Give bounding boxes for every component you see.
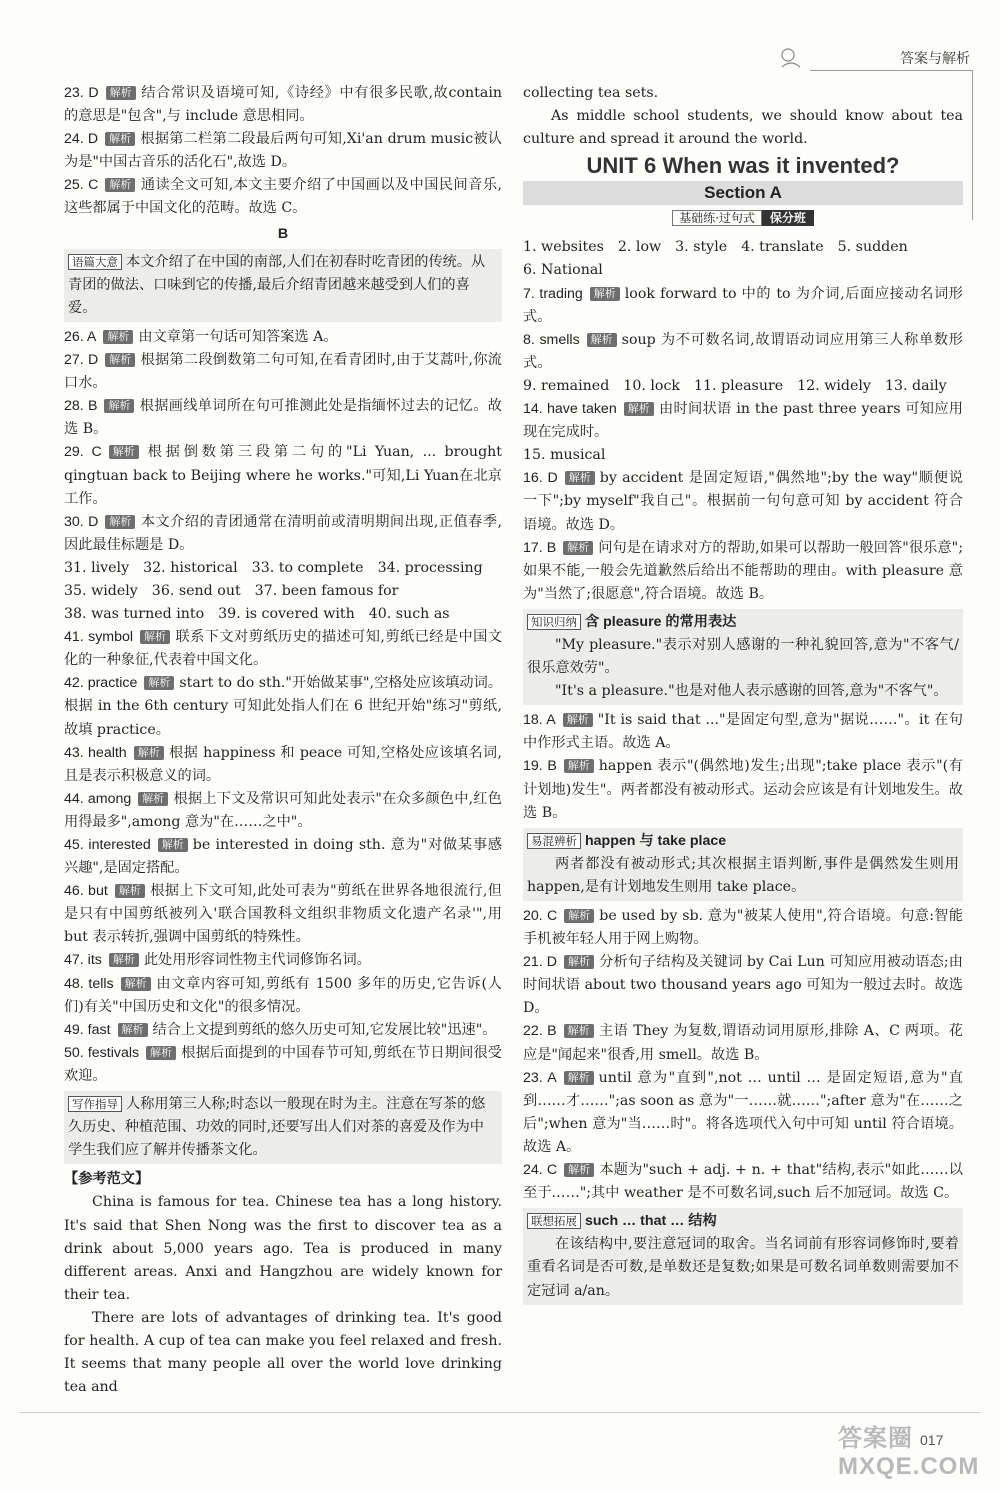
analysis-text: 根据画线单词所在句可推测此处是指缅怀过去的记忆。故选 B。 (64, 398, 502, 438)
analysis-tag: 解析 (104, 399, 134, 413)
answer-entry (64, 742, 502, 788)
answer-number: 44. among (64, 790, 132, 807)
answer-item: 10. lock (623, 377, 680, 394)
analysis-text: start to do sth."开始做某事",空格处应该填动词。根据 in the 6th century 可知此处指人们在 6 世纪开始"练习"剪纸,故填 practice。 (64, 675, 502, 738)
answers-18-19 (523, 709, 963, 824)
analysis-tag: 解析 (105, 178, 135, 192)
extension-label: 联想拓展 (527, 1213, 581, 1229)
analysis-tag: 解析 (563, 713, 593, 727)
answer-item: 12. widely (797, 377, 871, 394)
answer-number: 26. A (64, 328, 97, 345)
answer-number: 20. C (523, 908, 558, 924)
answers-1-6 (523, 236, 963, 282)
answers-20-24 (523, 905, 963, 1205)
essay-continued-line: collecting tea sets. (523, 85, 659, 101)
analysis-tag: 解析 (103, 330, 133, 344)
header-vertical-rule (972, 70, 973, 220)
answer-number: 49. fast (64, 1021, 111, 1038)
answer-number: 17. B (523, 539, 557, 556)
answer-number: 19. B (523, 758, 557, 775)
analysis-text: 结合常识及语境可知,《诗经》中有很多民歌,故contain 的意思是"包含",与 include 意思相同。 (64, 85, 502, 125)
analysis-text: 根据第二栏第二段最后两句可知,Xi'an drum music被认为是"中国古音乐的活化石",故选 D。 (64, 131, 502, 171)
answer-entry (523, 1067, 963, 1159)
analysis-tag: 解析 (563, 541, 593, 555)
answer-number: 22. B (523, 1023, 557, 1040)
analysis-tag: 解析 (564, 955, 594, 969)
answer-number: 18. A (523, 712, 556, 729)
answer-row (64, 580, 502, 603)
analysis-tag: 解析 (146, 1046, 176, 1060)
analysis-text: happen 表示"(偶然地)发生;出现";take place 表示"(有计划地)发生"。两者都没有被动形式。运动会应该是有计划地发生。故选 B。 (523, 758, 963, 821)
answer-number: 27. D (64, 352, 99, 369)
confusion-head: happen 与 take place (585, 832, 727, 849)
analysis-text: soup 为不可数名词,故谓语动词应用第三人称单数形式。 (523, 331, 963, 371)
writing-guide-text: 人称用第三人称;时态以一般现在时为主。注意在写茶的悠久历史、种植范围、功效的同时,还要写出人们对茶的喜爱及作为中学生我们应了解并传播茶文化。 (68, 1096, 486, 1159)
answer-entry (64, 128, 502, 174)
answers-7-8 (523, 283, 963, 375)
answer-number: 29. C (64, 444, 102, 461)
answer-item: 32. historical (143, 559, 238, 576)
answer-number: 46. but (64, 883, 108, 900)
answer-item: 40. such as (368, 606, 450, 623)
analysis-tag: 解析 (565, 471, 595, 485)
knowledge-box (523, 609, 963, 705)
answer-entry (64, 1042, 502, 1088)
answer-item: 31. lively (64, 559, 130, 576)
analysis-tag: 解析 (590, 287, 620, 301)
answer-entry (523, 755, 963, 824)
banner-left: 基础练·过句式 (672, 210, 762, 226)
analysis-text: 主语 They 为复数,谓语动词用原形,排除 A、C 两项。花应是"闻起来"很香,用 smell。故选 B。 (523, 1023, 963, 1063)
answer-item: 38. was turned into (64, 606, 205, 623)
essay-paragraph-1: China is famous for tea. Chinese tea has a long history. It's said that Shen Nong was the first to discover tea as a drink about 5,000 years ago. Tea is produced in many different areas. Anxi and Hangzhou are widely known for their tea. (64, 1194, 502, 1303)
answer-entry (64, 949, 502, 972)
analysis-text: 分析句子结构及关键词 by Cai Lun 可知应用被动语态;由时间状语 about two thousand years ago 可知为一般过去时。故选 D。 (523, 954, 963, 1017)
answers-16-17 (523, 467, 963, 606)
answer-item: 35. widely (64, 582, 138, 599)
answer-entry (64, 626, 502, 672)
analysis-tag: 解析 (140, 630, 170, 644)
analysis-tag: 解析 (587, 333, 617, 347)
answer-row (523, 236, 963, 259)
answer-number: 24. D (64, 131, 99, 148)
answer-number: 23. D (64, 85, 99, 101)
answer-item: 6. National (523, 262, 603, 279)
answer-item: 36. send out (151, 582, 241, 599)
section-title: Section A (523, 181, 963, 205)
overview-box (64, 249, 502, 322)
answer-number: 47. its (64, 952, 102, 969)
essay-continued (523, 82, 963, 151)
answer-entry (523, 467, 963, 536)
answer-number: 45. interested (64, 837, 151, 853)
analysis-text: 由文章第一句话可知答案选 A。 (138, 328, 338, 345)
answers-9-13 (523, 375, 963, 398)
overview-label: 语篇大意 (68, 254, 122, 270)
answer-number: 30. D (64, 513, 99, 530)
answer-entry (64, 973, 502, 1019)
answer-number: 21. D (523, 954, 558, 971)
writing-guide-label: 写作指导 (68, 1096, 122, 1112)
page-header-title: 答案与解析 (900, 51, 970, 67)
answer-entry (523, 329, 963, 375)
analysis-tag: 解析 (105, 353, 135, 367)
answer-entry (523, 951, 963, 1020)
knowledge-line-1: "My pleasure."表示对别人感谢的一种礼貌回答,意为"不客气/很乐意效劳"。 (527, 636, 959, 677)
answer-item: 39. is covered with (218, 606, 355, 623)
answer-entry (64, 788, 502, 834)
footer-rule (20, 1412, 980, 1413)
analysis-text: 根据第二段倒数第二句可知,在看青团时,由于艾蒿叶,你流口水。 (64, 352, 502, 392)
header-rule (810, 70, 972, 71)
answer-item: 34. processing (377, 559, 483, 576)
answer-item: 4. translate (741, 239, 824, 256)
analysis-tag: 解析 (121, 977, 151, 991)
answers-23-25 (64, 82, 502, 221)
analysis-tag: 解析 (564, 759, 594, 773)
answer-item: 37. been famous for (254, 582, 399, 599)
answer-number: 8. smells (523, 331, 580, 348)
answer-item: 11. pleasure (694, 377, 784, 394)
analysis-tag: 解析 (564, 1024, 594, 1038)
analysis-text: 由时间状语 in the past three years 可知应用现在完成时。 (523, 401, 963, 441)
answer-entry (64, 1019, 502, 1042)
unit-title: UNIT 6 When was it invented? (586, 153, 900, 179)
analysis-text: by accident 是固定短语,"偶然地";by the way"顺便说一下";by myself"我自己"。根据前一句句意可知 by accident 符合语境。故选 D。 (523, 470, 963, 533)
answer-row (523, 259, 963, 282)
overview-text: 本文介绍了在中国的南部,人们在初春时吃青团的传统。从青团的做法、口味到它的传播,最后介绍青团越来越受到人们的喜爱。 (68, 253, 486, 316)
analysis-tag: 解析 (109, 953, 139, 967)
answer-item: 5. sudden (837, 239, 908, 256)
answer-entry (64, 349, 502, 395)
answer-item: 1. websites (523, 239, 604, 256)
answer-15 (523, 444, 963, 467)
answers-31-40 (64, 557, 502, 626)
answer-number: 23. A (523, 1069, 557, 1086)
answer-entry (64, 880, 502, 949)
watermark: 答案圈 MXQE.COM (838, 1425, 980, 1480)
answer-entry (523, 537, 963, 606)
analysis-tag: 解析 (105, 515, 135, 529)
answer-item: 2. low (617, 239, 662, 256)
answer-row (64, 557, 502, 580)
analysis-tag: 解析 (158, 838, 188, 852)
analysis-text: be used by sb. 意为"被某人使用",符合语境。句意:智能手机被年轻人用于网上购物。 (523, 908, 963, 948)
answer-entry (523, 398, 963, 444)
confusion-box (523, 828, 963, 901)
page-number: 017 (920, 1432, 944, 1448)
answer-number: 41. symbol (64, 629, 134, 646)
answer-entry (523, 1020, 963, 1066)
essay-paragraph-3: As middle school students, we should know about tea culture and spread it around the world. (523, 108, 963, 148)
analysis-tag: 解析 (624, 402, 654, 416)
analysis-tag: 解析 (144, 676, 174, 690)
answer-row (523, 375, 963, 398)
essay-heading: 【参考范文】 (64, 1171, 150, 1188)
answer-entry (64, 174, 502, 220)
analysis-text: 根据后面提到的中国春节可知,剪纸在节日期间很受欢迎。 (64, 1044, 502, 1084)
analysis-text: 根据上下文及常识可知此处表示"在众多颜色中,红色用得最多",among 意为"在……之中"。 (64, 790, 502, 830)
essay-paragraph-2-part: There are lots of advantages of drinking tea. It's good for health. A cup of tea can make you feel relaxed and fresh. It seems that many people all over the world love drinking tea and (64, 1309, 502, 1396)
answer-item: 13. daily (884, 377, 947, 394)
answer-item: 33. to complete (251, 559, 364, 576)
header-decoration-icon (778, 45, 804, 71)
analysis-text: 本文介绍的青团通常在清明前或清明期间出现,正值春季,因此最佳标题是 D。 (64, 513, 502, 553)
writing-guide-box (64, 1091, 502, 1164)
analysis-text: 问句是在请求对方的帮助,如果可以帮助一般回答"很乐意";如果不能,一般会先道歉然后给出不能帮助的理由。with pleasure 意为"当然了;很愿意",符合语境。故选 B。 (523, 539, 963, 602)
knowledge-head: 含 pleasure 的常用表达 (585, 613, 737, 630)
answer-number: 48. tells (64, 975, 114, 992)
answer-entry (523, 709, 963, 755)
analysis-text: look forward to 中的 to 为介词,后面应接动名词形式。 (523, 285, 963, 325)
analysis-tag: 解析 (134, 746, 164, 760)
analysis-tag: 解析 (564, 1071, 594, 1085)
analysis-tag: 解析 (564, 1163, 594, 1177)
confusion-label: 易混辨析 (527, 833, 581, 849)
right-column (523, 82, 963, 1309)
extension-text: 在该结构中,要注意冠词的取舍。当名词前有形容词修饰时,要着重看名词是否可数,是单数还是复数;如果是可数名词单数则需要加不定冠词 a/an。 (527, 1236, 959, 1299)
answer-entry (64, 511, 502, 557)
answers-26-30 (64, 326, 502, 557)
analysis-text: 根据上下文可知,此处可表为"剪纸在世界各地很流行,但是只有中国剪纸被列入'联合国教科文组织非物质文化遗产名录'",用 but 表示转折,强调中国剪纸的特殊性。 (64, 883, 502, 946)
answer-entry (64, 672, 502, 741)
level-banner (523, 207, 963, 230)
banner-right: 保分班 (762, 210, 814, 226)
answer-row (64, 603, 502, 626)
knowledge-line-2: "It's a pleasure."也是对他人表示感谢的回答,意为"不客气"。 (555, 683, 948, 700)
answers-41-50 (64, 626, 502, 1088)
answer-entry (523, 1159, 963, 1205)
analysis-tag: 解析 (109, 445, 139, 459)
answer-item: 3. style (675, 239, 728, 256)
analysis-tag: 解析 (564, 909, 594, 923)
section-b-heading: B (277, 225, 289, 242)
answer-entry (64, 441, 502, 510)
answer-entry (64, 326, 502, 349)
answer-item: 15. musical (523, 447, 606, 464)
answer-number: 43. health (64, 744, 127, 761)
left-column (64, 82, 502, 1399)
answer-number: 7. trading (523, 285, 583, 302)
answer-entry (523, 283, 963, 329)
analysis-text: 由文章内容可知,剪纸有 1500 多年的历史,它告诉(人们)有关"中国历史和文化"的很多情况。 (64, 975, 502, 1015)
answer-entry (523, 905, 963, 951)
answer-number: 24. C (523, 1162, 558, 1179)
answer-row (523, 444, 963, 467)
answer-number: 50. festivals (64, 1044, 140, 1061)
analysis-tag: 解析 (106, 86, 136, 100)
reference-essay (64, 1168, 502, 1399)
extension-head: such … that … 结构 (585, 1213, 717, 1230)
answer-number: 16. D (523, 470, 558, 487)
answer-number: 25. C (64, 177, 99, 194)
analysis-text: until 意为"直到",not … until … 是固定短语,意为"直到……才……";as soon as 意为"一……就……";after 意为"在……之后";when 意为"当……时"。将各选项代入句中可知 until 符合语境。故选 A。 (523, 1069, 963, 1155)
analysis-tag: 解析 (115, 884, 145, 898)
answer-entry (64, 395, 502, 441)
analysis-text: be interested in doing sth. 意为"对做某事感兴趣",是固定搭配。 (64, 837, 502, 877)
answer-entry (64, 82, 502, 128)
answer-14 (523, 398, 963, 444)
answer-number: 42. practice (64, 675, 138, 692)
analysis-text: 通读全文可知,本文主要介绍了中国画以及中国民间音乐,这些都属于中国文化的范畴。故选 C。 (64, 177, 502, 217)
analysis-text: 结合上文提到剪纸的悠久历史可知,它发展比较"迅速"。 (152, 1021, 497, 1038)
confusion-text: 两者都没有被动形式;其次根据主语判断,事件是偶然发生则用 happen,是有计划地发生则用 take place。 (527, 855, 959, 895)
answer-entry (64, 834, 502, 880)
analysis-text: 根据 happiness 和 peace 可知,空格处应该填名词,且是表示积极意义的词。 (64, 744, 502, 784)
analysis-text: "It is said that ..."是固定句型,意为"据说……"。it 在句中作形式主语。故选 A。 (523, 712, 963, 752)
knowledge-label: 知识归纳 (527, 614, 581, 630)
analysis-text: 本题为"such + adj. + n. + that"结构,表示"如此……以至于……";其中 weather 是不可数名词,such 后不加冠词。故选 C。 (523, 1162, 963, 1202)
analysis-tag: 解析 (118, 1023, 148, 1037)
answer-number: 28. B (64, 398, 98, 415)
analysis-text: 联系下文对剪纸历史的描述可知,剪纸已经是中国文化的一种象征,代表着中国文化。 (64, 629, 503, 669)
analysis-tag: 解析 (138, 792, 168, 806)
analysis-tag: 解析 (105, 132, 135, 146)
analysis-text: 此处用形容词性物主代词修饰名词。 (143, 952, 371, 969)
extension-box (523, 1208, 963, 1304)
answer-number: 14. have taken (523, 401, 617, 418)
answer-item: 9. remained (523, 377, 610, 394)
analysis-text: 根据倒数第三段第二句的"Li Yuan, ... brought qingtuan back to Beijing where he works."可知,Li Yuan在北京工作。 (64, 444, 502, 507)
